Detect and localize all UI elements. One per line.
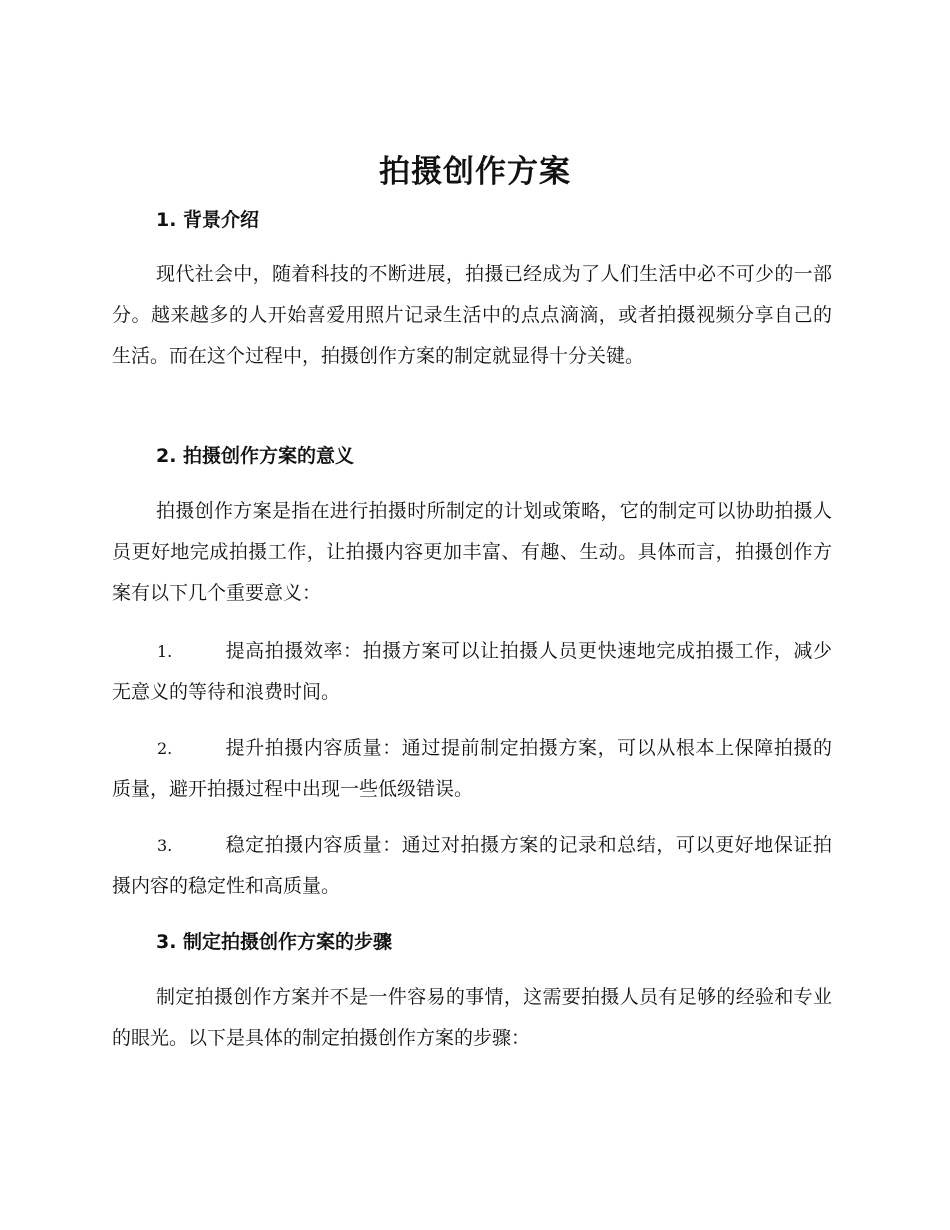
list-item-text: 提升拍摄内容质量：通过提前制定拍摄方案，可以从根本上保障拍摄的质量，避开拍摄过程中出现一些低级错误。 [112, 737, 832, 800]
list-item [112, 631, 832, 713]
list-item-number: 1. [157, 642, 173, 661]
list-item-number: 3. [157, 836, 173, 855]
paragraph-steps: 制定拍摄创作方案并不是一件容易的事情，这需要拍摄人员有足够的经验和专业的眼光。以下是具体的制定拍摄创作方案的步骤： [112, 986, 832, 1049]
section-heading-background: 1. 背景介绍 [156, 209, 260, 231]
list-item [112, 728, 832, 810]
list-item [112, 825, 832, 907]
section-heading-steps: 3. 制定拍摄创作方案的步骤 [156, 931, 393, 953]
list-item-number: 2. [157, 739, 173, 758]
list-item-text: 提高拍摄效率：拍摄方案可以让拍摄人员更快速地完成拍摄工作，减少无意义的等待和浪费时间。 [112, 640, 832, 703]
list-item-text: 稳定拍摄内容质量：通过对拍摄方案的记录和总结，可以更好地保证拍摄内容的稳定性和高质量。 [112, 834, 832, 897]
section-heading-significance: 2. 拍摄创作方案的意义 [156, 445, 355, 467]
document-title: 拍摄创作方案 [379, 154, 571, 190]
paragraph-significance: 拍摄创作方案是指在进行拍摄时所制定的计划或策略，它的制定可以协助拍摄人员更好地完成拍摄工作，让拍摄内容更加丰富、有趣、生动。具体而言，拍摄创作方案有以下几个重要意义： [112, 500, 832, 604]
paragraph-background: 现代社会中，随着科技的不断进展，拍摄已经成为了人们生活中必不可少的一部分。越来越多的人开始喜爱用照片记录生活中的点点滴滴，或者拍摄视频分享自己的生活。而在这个过程中，拍摄创作方案的制定就显得十分关键。 [112, 263, 832, 367]
